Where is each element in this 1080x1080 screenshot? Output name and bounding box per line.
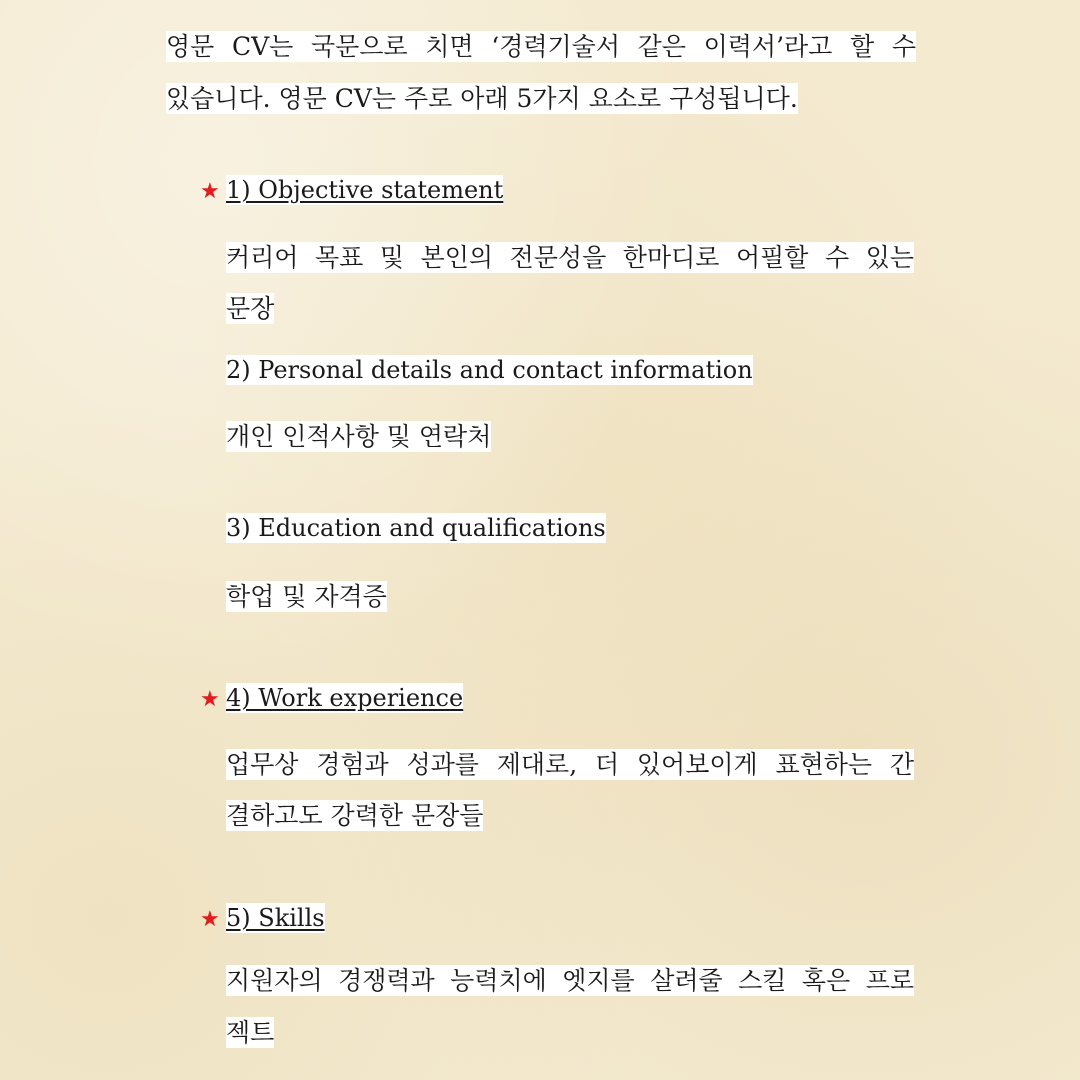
section-5-heading-text: 5) Skills <box>226 904 325 932</box>
star-icon: ★ <box>200 687 220 712</box>
section-5-desc-line-2-text: 젝트 <box>226 1018 275 1047</box>
section-4-heading-text: 4) Work experience <box>226 684 464 712</box>
section-3-desc-line-1 <box>226 582 387 611</box>
section-2-desc-line-1-text: 개인 인적사항 및 연락처 <box>226 422 492 451</box>
section-1-heading-text: 1) Objective statement <box>226 176 504 204</box>
section-4-heading <box>226 684 463 712</box>
section-4-desc-line-1 <box>226 750 914 779</box>
section-1-desc-line-1 <box>226 243 914 272</box>
intro-line-1 <box>166 32 916 61</box>
section-1-desc-line-2 <box>226 294 274 323</box>
section-5-heading <box>226 904 325 932</box>
section-4-desc-line-1-text: 업무상 경험과 성과를 제대로, 더 있어보이게 표현하는 간 <box>226 750 914 779</box>
section-4-desc-line-2 <box>226 801 483 830</box>
intro-line-1-text: 영문 CV는 국문으로 치면 ‘경력기술서 같은 이력서’라고 할 수 <box>166 32 916 61</box>
star-icon: ★ <box>200 907 220 932</box>
section-1-desc-line-1-text: 커리어 목표 및 본인의 전문성을 한마디로 어필할 수 있는 <box>226 243 914 272</box>
section-3-heading-text: 3) Education and qualifications <box>226 514 606 542</box>
section-2-desc-line-1 <box>226 422 491 451</box>
section-1-heading <box>226 176 503 204</box>
intro-line-2 <box>166 84 916 113</box>
section-1-desc-line-2-text: 문장 <box>226 294 275 323</box>
section-2-heading <box>226 356 753 384</box>
intro-line-2-text: 있습니다. 영문 CV는 주로 아래 5가지 요소로 구성됩니다. <box>166 84 798 113</box>
section-4-desc-line-2-text: 결하고도 강력한 문장들 <box>226 801 484 830</box>
section-5-desc-line-1-text: 지원자의 경쟁력과 능력치에 엣지를 살려줄 스킬 혹은 프로 <box>226 966 914 995</box>
section-3-desc-line-1-text: 학업 및 자격증 <box>226 582 387 611</box>
section-3-heading <box>226 514 606 542</box>
section-5-desc-line-1 <box>226 966 914 995</box>
section-5-desc-line-2 <box>226 1018 274 1047</box>
section-2-heading-text: 2) Personal details and contact information <box>226 356 753 384</box>
star-icon: ★ <box>200 179 220 204</box>
